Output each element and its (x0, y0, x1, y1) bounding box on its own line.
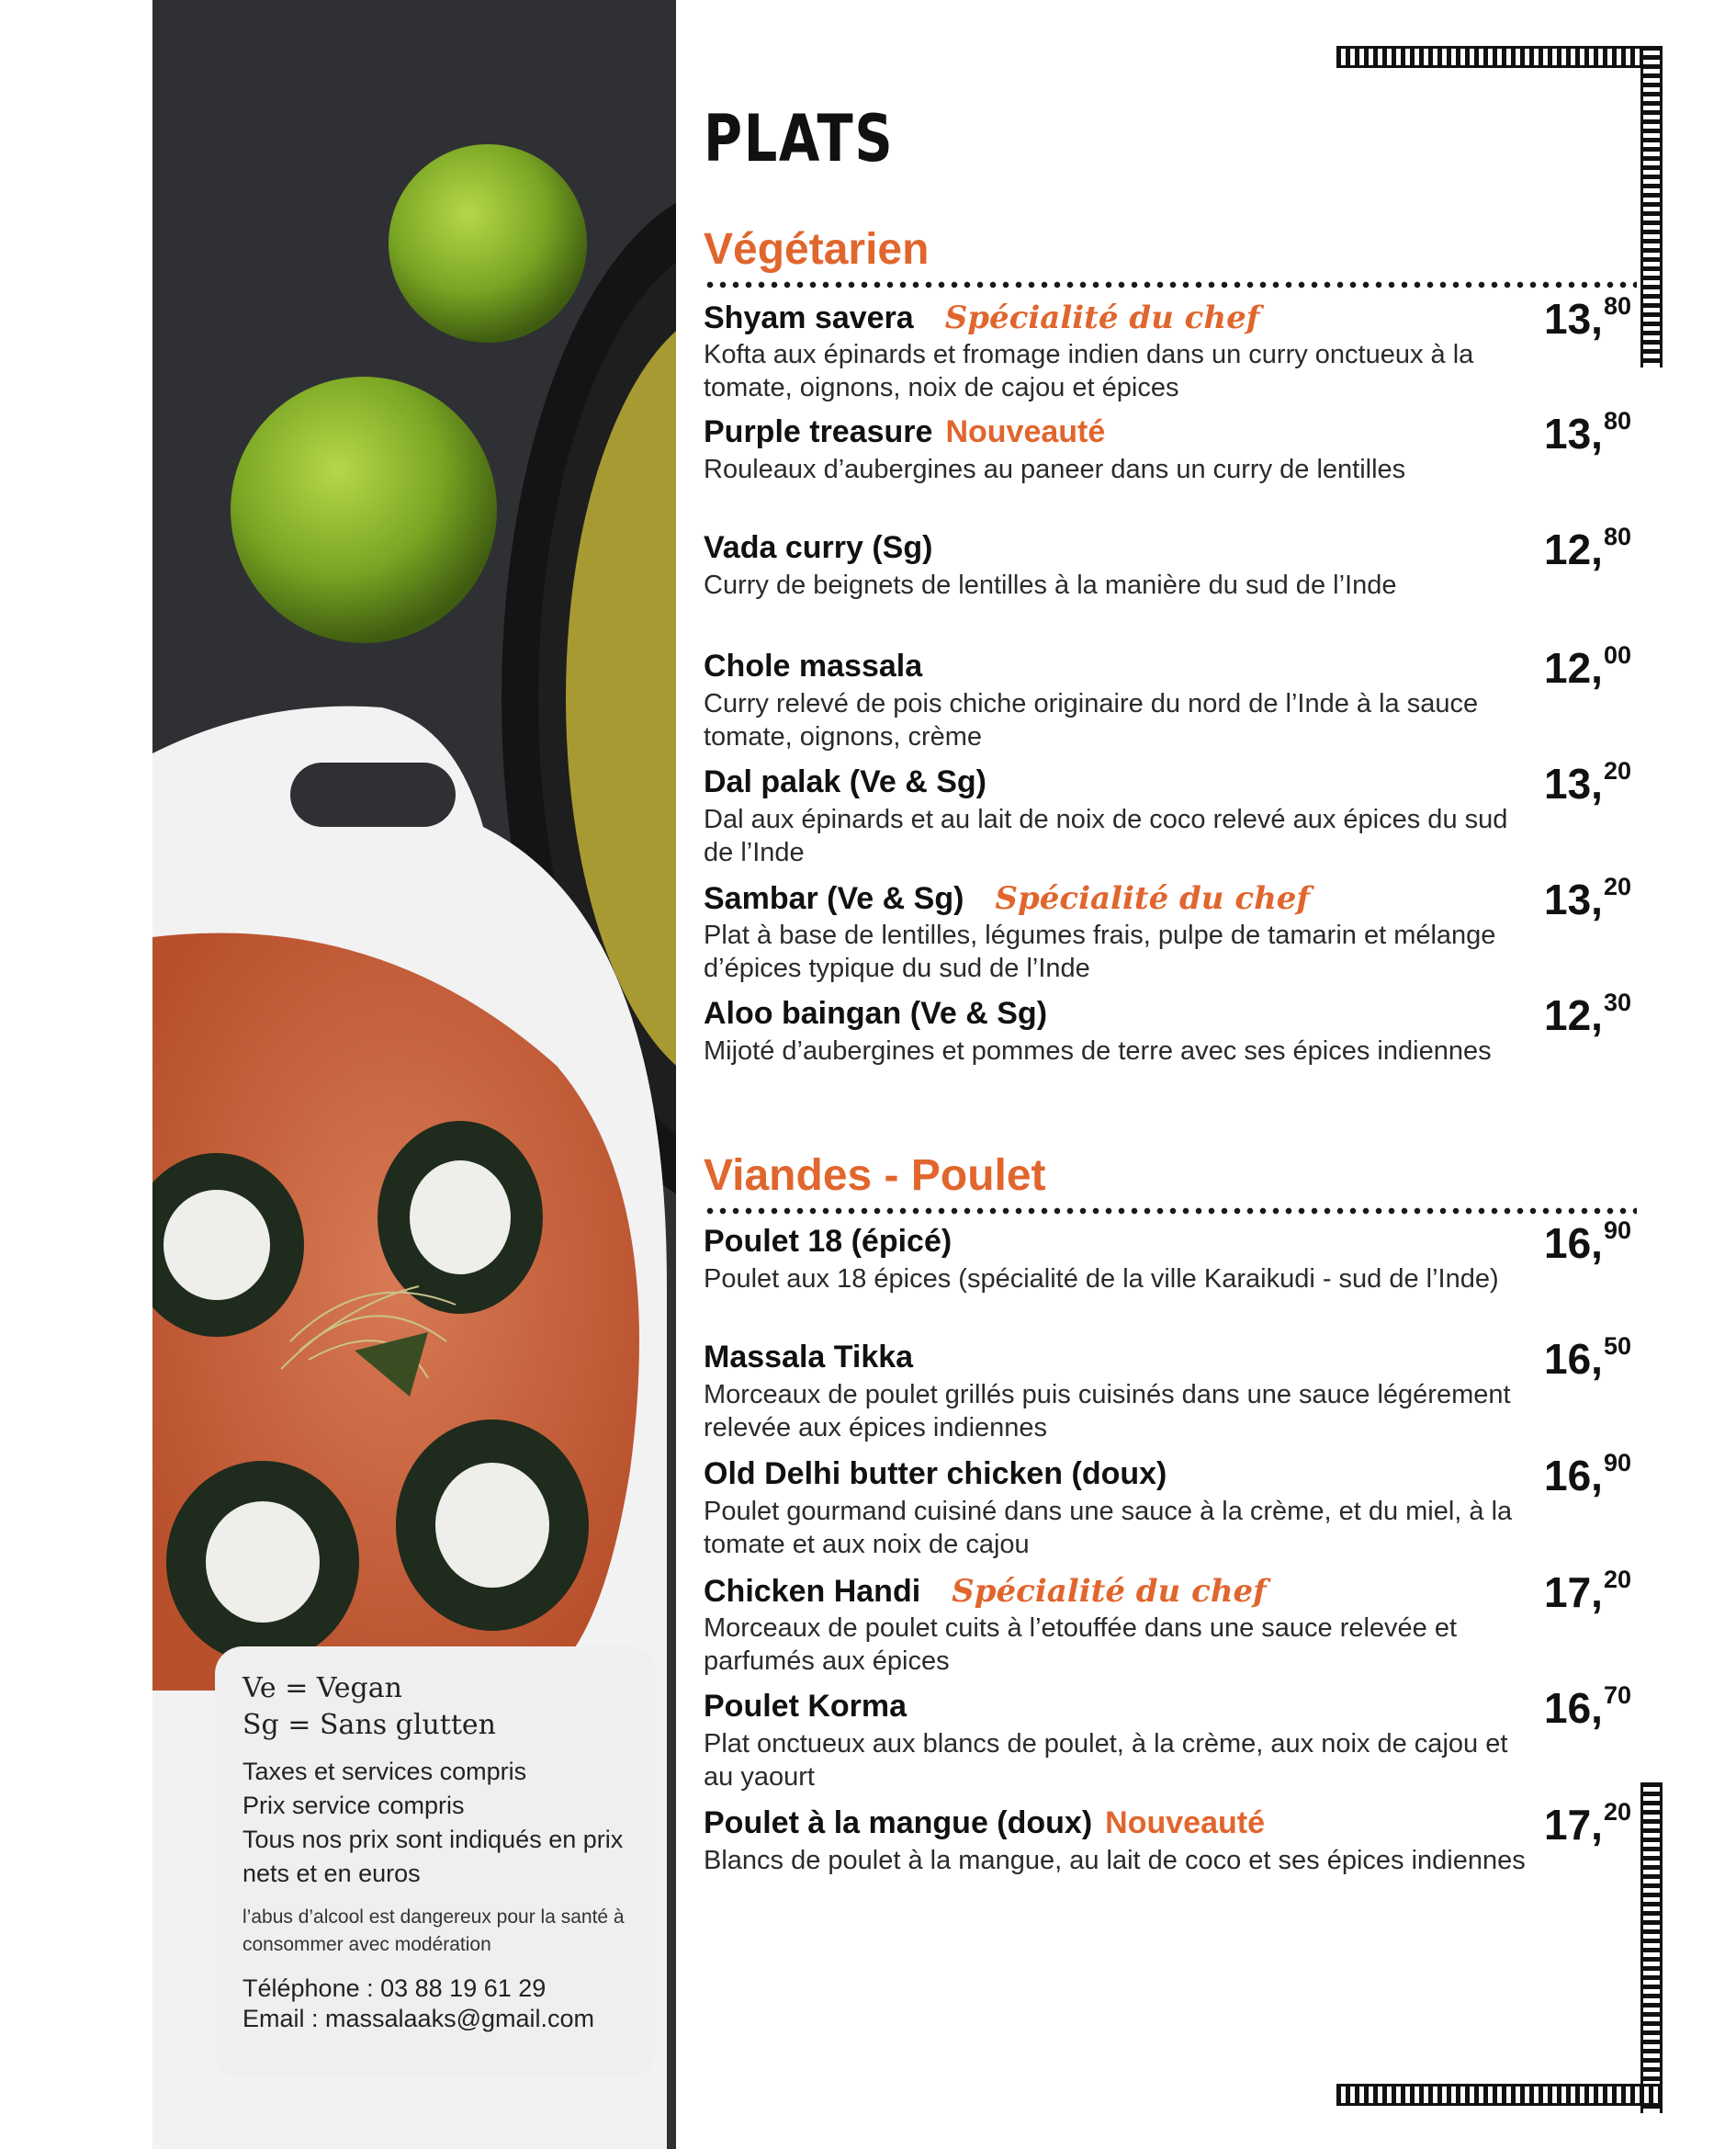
menu-item (704, 1449, 1631, 1561)
price-cents: 20 (1603, 1798, 1631, 1826)
price-cents: 70 (1603, 1681, 1631, 1709)
dish-name: Aloo baingan (Ve & Sg) (704, 996, 1048, 1031)
price-euros: 12, (1544, 526, 1603, 573)
legend-prices: Tous nos prix sont indiqués en prix nets et en euros (242, 1826, 624, 1887)
phone-number: Téléphone : 03 88 19 61 29 (242, 1974, 547, 2002)
menu-item (704, 1681, 1631, 1793)
dish-name: Purple treasure (704, 414, 933, 449)
price-cents: 90 (1603, 1449, 1631, 1476)
dish-name: Poulet 18 (épicé) (704, 1224, 953, 1259)
frame-bottom-border (1336, 2084, 1663, 2106)
dish-description: Curry de beignets de lentilles à la manière du sud de l’Inde (704, 571, 1397, 600)
dish-price (1544, 1800, 1631, 1849)
menu-item (704, 1332, 1631, 1444)
chef-special-badge: Spécialité du chef (944, 300, 1260, 336)
price-cents: 20 (1603, 873, 1631, 900)
dish-price (1544, 1218, 1631, 1268)
new-badge: Nouveauté (945, 414, 1106, 449)
email-address: Email : massalaaks@gmail.com (242, 2005, 595, 2032)
dish-price (1544, 525, 1631, 574)
page-title: PLATS (704, 101, 895, 176)
section-divider (704, 281, 1637, 288)
alcohol-warning: l’abus d’alcool est dangereux pour la santé à consommer avec modération (242, 1906, 625, 1955)
dish-description: Morceaux de poulet cuits à l’etouffée dans une sauce relevée et parfumés aux épices (704, 1613, 1458, 1676)
menu-item (704, 873, 1631, 985)
legend-card (215, 1646, 656, 2078)
dish-description: Rouleaux d’aubergines au paneer dans un curry de lentilles (704, 455, 1406, 484)
menu-item (704, 523, 1631, 602)
price-cents: 90 (1603, 1216, 1631, 1244)
price-euros: 13, (1544, 760, 1603, 808)
legend-taxes: Taxes et services compris (242, 1758, 527, 1785)
price-euros: 13, (1544, 295, 1603, 343)
dish-description: Poulet aux 18 épices (spécialité de la ville Karaikudi - sud de l’Inde) (704, 1264, 1499, 1294)
frame-top-border (1336, 46, 1663, 68)
menu-item (704, 641, 1631, 753)
price-cents: 50 (1603, 1332, 1631, 1360)
legend-vegan: Ve = Vegan (242, 1672, 402, 1704)
price-euros: 13, (1544, 876, 1603, 923)
price-cents: 80 (1603, 407, 1631, 435)
price-cents: 00 (1603, 641, 1631, 669)
price-euros: 12, (1544, 644, 1603, 692)
dish-name: Poulet Korma (704, 1689, 907, 1724)
price-euros: 12, (1544, 991, 1603, 1039)
dish-price (1544, 759, 1631, 809)
frame-right-top-border (1640, 46, 1663, 368)
price-euros: 16, (1544, 1452, 1603, 1499)
dish-name: Chicken Handi (704, 1574, 921, 1609)
menu-item (704, 757, 1631, 869)
menu-item (704, 1566, 1631, 1678)
price-cents: 30 (1603, 989, 1631, 1016)
dish-description: Curry relevé de pois chiche originaire du nord de l’Inde à la sauce tomate, oignons, crème (704, 689, 1479, 752)
price-cents: 80 (1603, 523, 1631, 550)
dish-description: Kofta aux épinards et fromage indien dans un curry onctueux à la tomate, oignons, noix de cajou et épices (704, 340, 1474, 402)
dish-name: Poulet à la mangue (doux) (704, 1805, 1093, 1840)
new-badge: Nouveauté (1105, 1805, 1265, 1840)
price-cents: 80 (1603, 292, 1631, 320)
dish-price (1544, 1334, 1631, 1384)
menu-item (704, 292, 1631, 404)
price-cents: 20 (1603, 757, 1631, 785)
price-euros: 16, (1544, 1335, 1603, 1383)
price-euros: 13, (1544, 410, 1603, 458)
dish-description: Mijoté d’aubergines et pommes de terre avec ses épices indiennes (704, 1036, 1492, 1066)
chef-special-badge: Spécialité du chef (995, 880, 1311, 917)
dish-price (1544, 990, 1631, 1040)
dish-price (1544, 875, 1631, 924)
section-divider (704, 1207, 1637, 1215)
section-title-vegetarian: Végétarien (704, 225, 930, 274)
menu-item (704, 989, 1631, 1068)
dish-name: Massala Tikka (704, 1340, 914, 1374)
dish-price (1544, 1451, 1631, 1500)
dish-description: Morceaux de poulet grillés puis cuisinés dans une sauce légérement relevée aux épices indiennes (704, 1380, 1511, 1442)
price-euros: 16, (1544, 1219, 1603, 1267)
dish-name: Old Delhi butter chicken (doux) (704, 1456, 1167, 1491)
dish-description: Poulet gourmand cuisiné dans une sauce à la crème, et du miel, à la tomate et aux noix de cajou (704, 1497, 1513, 1559)
dish-description: Blancs de poulet à la mangue, au lait de coco et ses épices indiennes (704, 1846, 1526, 1875)
dish-name: Dal palak (Ve & Sg) (704, 764, 986, 799)
menu-item (704, 1798, 1631, 1877)
price-cents: 20 (1603, 1566, 1631, 1593)
dish-description: Plat onctueux aux blancs de poulet, à la crème, aux noix de cajou et au yaourt (704, 1729, 1508, 1792)
dish-price (1544, 409, 1631, 458)
legend-service: Prix service compris (242, 1792, 465, 1819)
price-euros: 17, (1544, 1801, 1603, 1849)
dish-name: Shyam savera (704, 300, 914, 335)
dish-name: Sambar (Ve & Sg) (704, 881, 964, 916)
menu-item (704, 407, 1631, 486)
frame-right-bottom-border (1640, 1782, 1663, 2113)
dish-price (1544, 294, 1631, 344)
section-title-meat-chicken: Viandes - Poulet (704, 1151, 1046, 1200)
price-euros: 17, (1544, 1568, 1603, 1616)
legend-gluten-free: Sg = Sans glutten (242, 1709, 496, 1741)
dish-name: Chole massala (704, 649, 923, 684)
dish-price (1544, 1567, 1631, 1617)
menu-item (704, 1216, 1631, 1295)
dish-price (1544, 1683, 1631, 1733)
dish-name: Vada curry (Sg) (704, 530, 933, 565)
dish-description: Dal aux épinards et au lait de noix de coco relevé aux épices du sud de l’Inde (704, 805, 1508, 867)
dish-description: Plat à base de lentilles, légumes frais, pulpe de tamarin et mélange d’épices typique du sud de l’Inde (704, 921, 1496, 983)
price-euros: 16, (1544, 1684, 1603, 1732)
dish-price (1544, 643, 1631, 693)
chef-special-badge: Spécialité du chef (952, 1573, 1267, 1610)
